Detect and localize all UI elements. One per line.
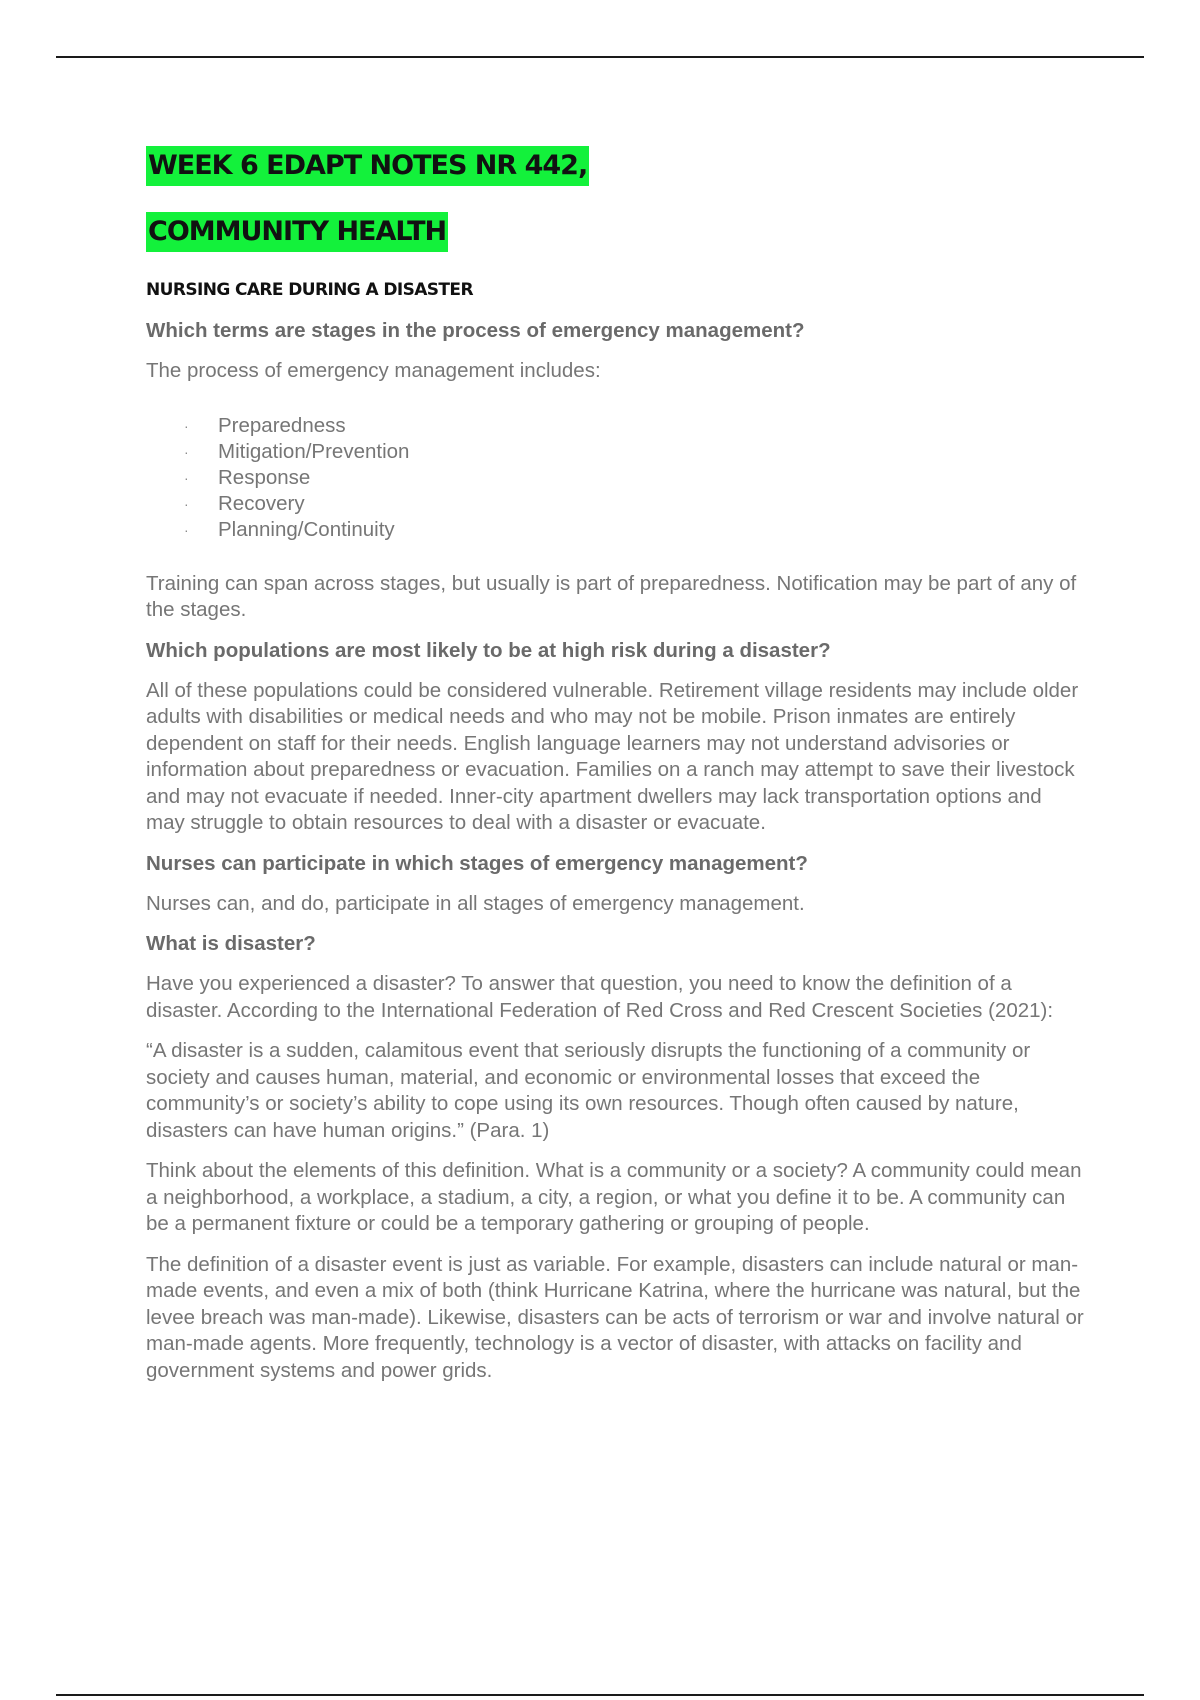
bullet-icon: · [184, 495, 189, 512]
disaster-paragraph-3: The definition of a disaster event is just as variable. For example, disasters can include natural or man-made events, and even a mix of both (think Hurricane Katrina, where the hurricane was natural, but the levee breach was man-made). Likewise, disasters can be acts of terrorism or war and involve natural or man-made agents. More frequently, technology is a vector of disaster, with attacks on facility and government systems and power grids. [146, 1252, 1084, 1382]
stages-list [146, 413, 1086, 543]
bullet-icon: · [184, 469, 189, 486]
answer-nurse-participation: Nurses can, and do, participate in all stages of emergency management. [146, 891, 805, 915]
question-what-is-disaster: What is disaster? [146, 932, 316, 955]
bullet-icon: · [184, 417, 189, 434]
question-nurse-participation: Nurses can participate in which stages of emergency management? [146, 851, 808, 875]
disaster-paragraph-1: Have you experienced a disaster? To answer that question, you need to know the definition of a disaster. According to the International Federation of Red Cross and Red Crescent Societies (2021): [146, 972, 1054, 1022]
question-emergency-stages: Which terms are stages in the process of emergency management? [146, 319, 805, 342]
question-high-risk-populations: Which populations are most likely to be at high risk during a disaster? [146, 638, 831, 662]
list-item: · Mitigation/Prevention [184, 439, 410, 463]
bullet-icon: · [184, 521, 189, 538]
list-item: · Recovery [184, 491, 305, 515]
disaster-paragraph-2: Think about the elements of this definition. What is a community or a society? A community could mean a neighborhood, a workplace, a stadium, a city, a region, or what you define it to be. A community can be a permanent fixture or could be a temporary gathering or grouping of people. [146, 1159, 1082, 1235]
list-item: · Preparedness [184, 413, 346, 437]
disaster-definition-quote: “A disaster is a sudden, calamitous event that seriously disrupts the functioning of a community or society and causes human, material, and economic or environmental losses that exceed the community’s or society’s ability to cope using its own resources. Though often caused by nature, disasters can have human origins.” (Para. 1) [146, 1039, 1031, 1142]
section-title: NURSING CARE DURING A DISASTER [146, 280, 473, 300]
list-item: · Planning/Continuity [184, 517, 395, 541]
document-body [146, 146, 1086, 1398]
bottom-rule [56, 1694, 1144, 1696]
answer-high-risk-populations: All of these populations could be considered vulnerable. Retirement village residents may include older adults with disabilities or medical needs and who may not be mobile. Prison inmates are entirely dependent on staff for their needs. English language learners may not understand advisories or information about preparedness or evacuation. Families on a ranch may attempt to save their livestock and may not evacuate if needed. Inner-city apartment dwellers may lack transportation options and may struggle to obtain resources to deal with a disaster or evacuate. [146, 678, 1079, 834]
doc-title-line1: WEEK 6 EDAPT NOTES NR 442, [146, 146, 589, 186]
top-rule [56, 56, 1144, 58]
stages-intro: The process of emergency management includes: [146, 359, 601, 382]
doc-title-line2: COMMUNITY HEALTH [146, 212, 448, 252]
bullet-icon: · [184, 443, 189, 460]
stages-note: Training can span across stages, but usually is part of preparedness. Notification may be part of any of the stages. [146, 571, 1077, 621]
title-block [146, 146, 1086, 279]
list-item: · Response [184, 465, 311, 489]
